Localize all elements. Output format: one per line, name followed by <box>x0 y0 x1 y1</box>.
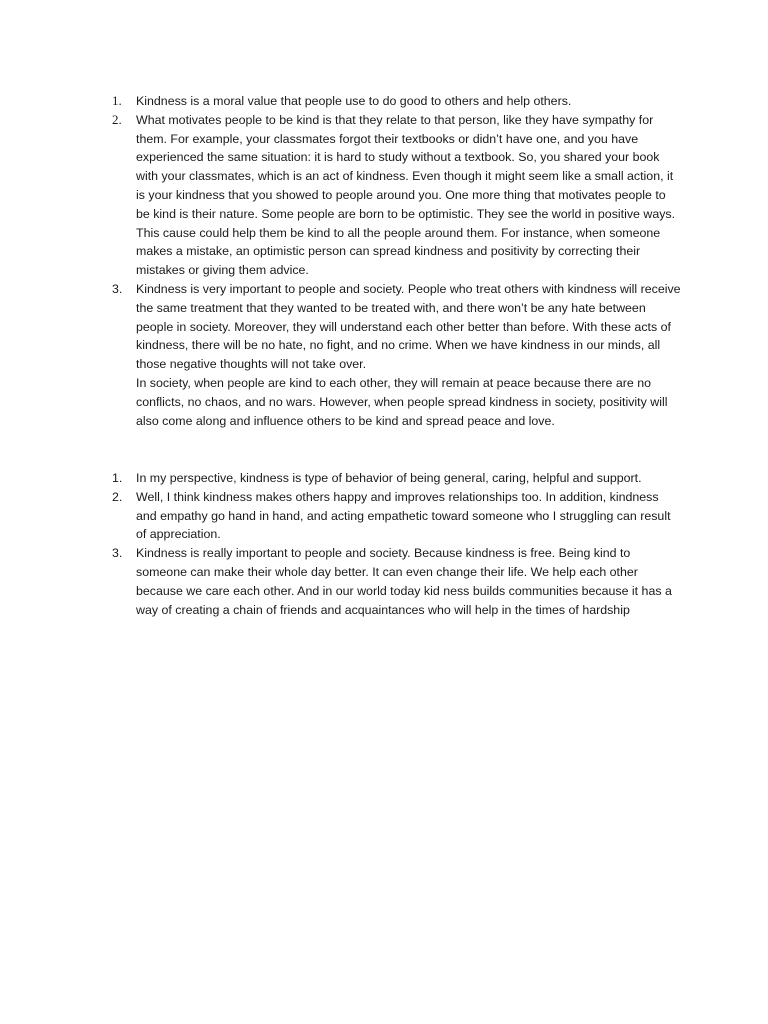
list-item-text: Kindness is very important to people and society. People who treat others with kindness will receive the same treatment that they wanted to be treated with, and there won’t be any hate between people in society. Moreover, they will understand each other better than before. With these acts of kindness, there will be no hate, no fight, and no crime. When we have kindness in our minds, all those negative thoughts will not take over. <box>136 281 681 372</box>
list-item-number: 2. <box>112 489 123 504</box>
list-item-text: Well, I think kindness makes others happy and improves relationships too. In addition, kindness and empathy go hand in hand, and acting empathetic toward someone who I struggling can result of appreciation. <box>136 489 671 542</box>
list-item-number: 3. <box>112 281 123 296</box>
list-item-text: Kindness is really important to people and society. Because kindness is free. Being kind to someone can make their whole day better. It can even change their life. We help each other because we care each other. And in our world today kid ness builds communities because it has a way of creating a chain of friends and acquaintances who will help in the times of hardship <box>136 546 672 617</box>
kindness-list-second <box>112 469 682 619</box>
list-item-continuation: In society, when people are kind to each other, they will remain at peace because there are no conflicts, no chaos, and no wars. However, when people spread kindness in society, positivity will also come along and influence others to be kind and spread peace and love. <box>136 375 668 428</box>
list-item <box>112 544 682 619</box>
list-item-text: What motivates people to be kind is that they relate to that person, like they have sympathy for them. For example, your classmates forgot their textbooks or didn’t have one, and you have experienced the same situation: it is hard to study without a textbook. So, you shared your book with your classmates, which is an act of kindness. Even though it might seem like a small action, it is your kindness that you showed to people around you. One more thing that motivates people to be kind is their nature. Some people are born to be optimistic. They see the world in positive ways. This cause could help them be kind to all the people around them. For instance, when someone makes a mistake, an optimistic person can spread kindness and positivity by correcting their mistakes or giving them advice. <box>136 112 676 278</box>
list-item-number: 2. <box>112 111 122 127</box>
list-item <box>112 111 682 280</box>
list-item <box>112 280 682 430</box>
list-item-number: 1. <box>112 93 122 108</box>
kindness-list-first <box>112 92 682 430</box>
list-item-number: 1. <box>112 471 123 485</box>
list-item <box>112 92 682 111</box>
list-item-text: In my perspective, kindness is type of behavior of being general, caring, helpful and support. <box>136 471 642 485</box>
list-item <box>112 469 682 488</box>
list-item <box>112 488 682 544</box>
list-item-number: 3. <box>112 546 123 561</box>
list-item-text: Kindness is a moral value that people use to do good to others and help others. <box>136 94 572 108</box>
